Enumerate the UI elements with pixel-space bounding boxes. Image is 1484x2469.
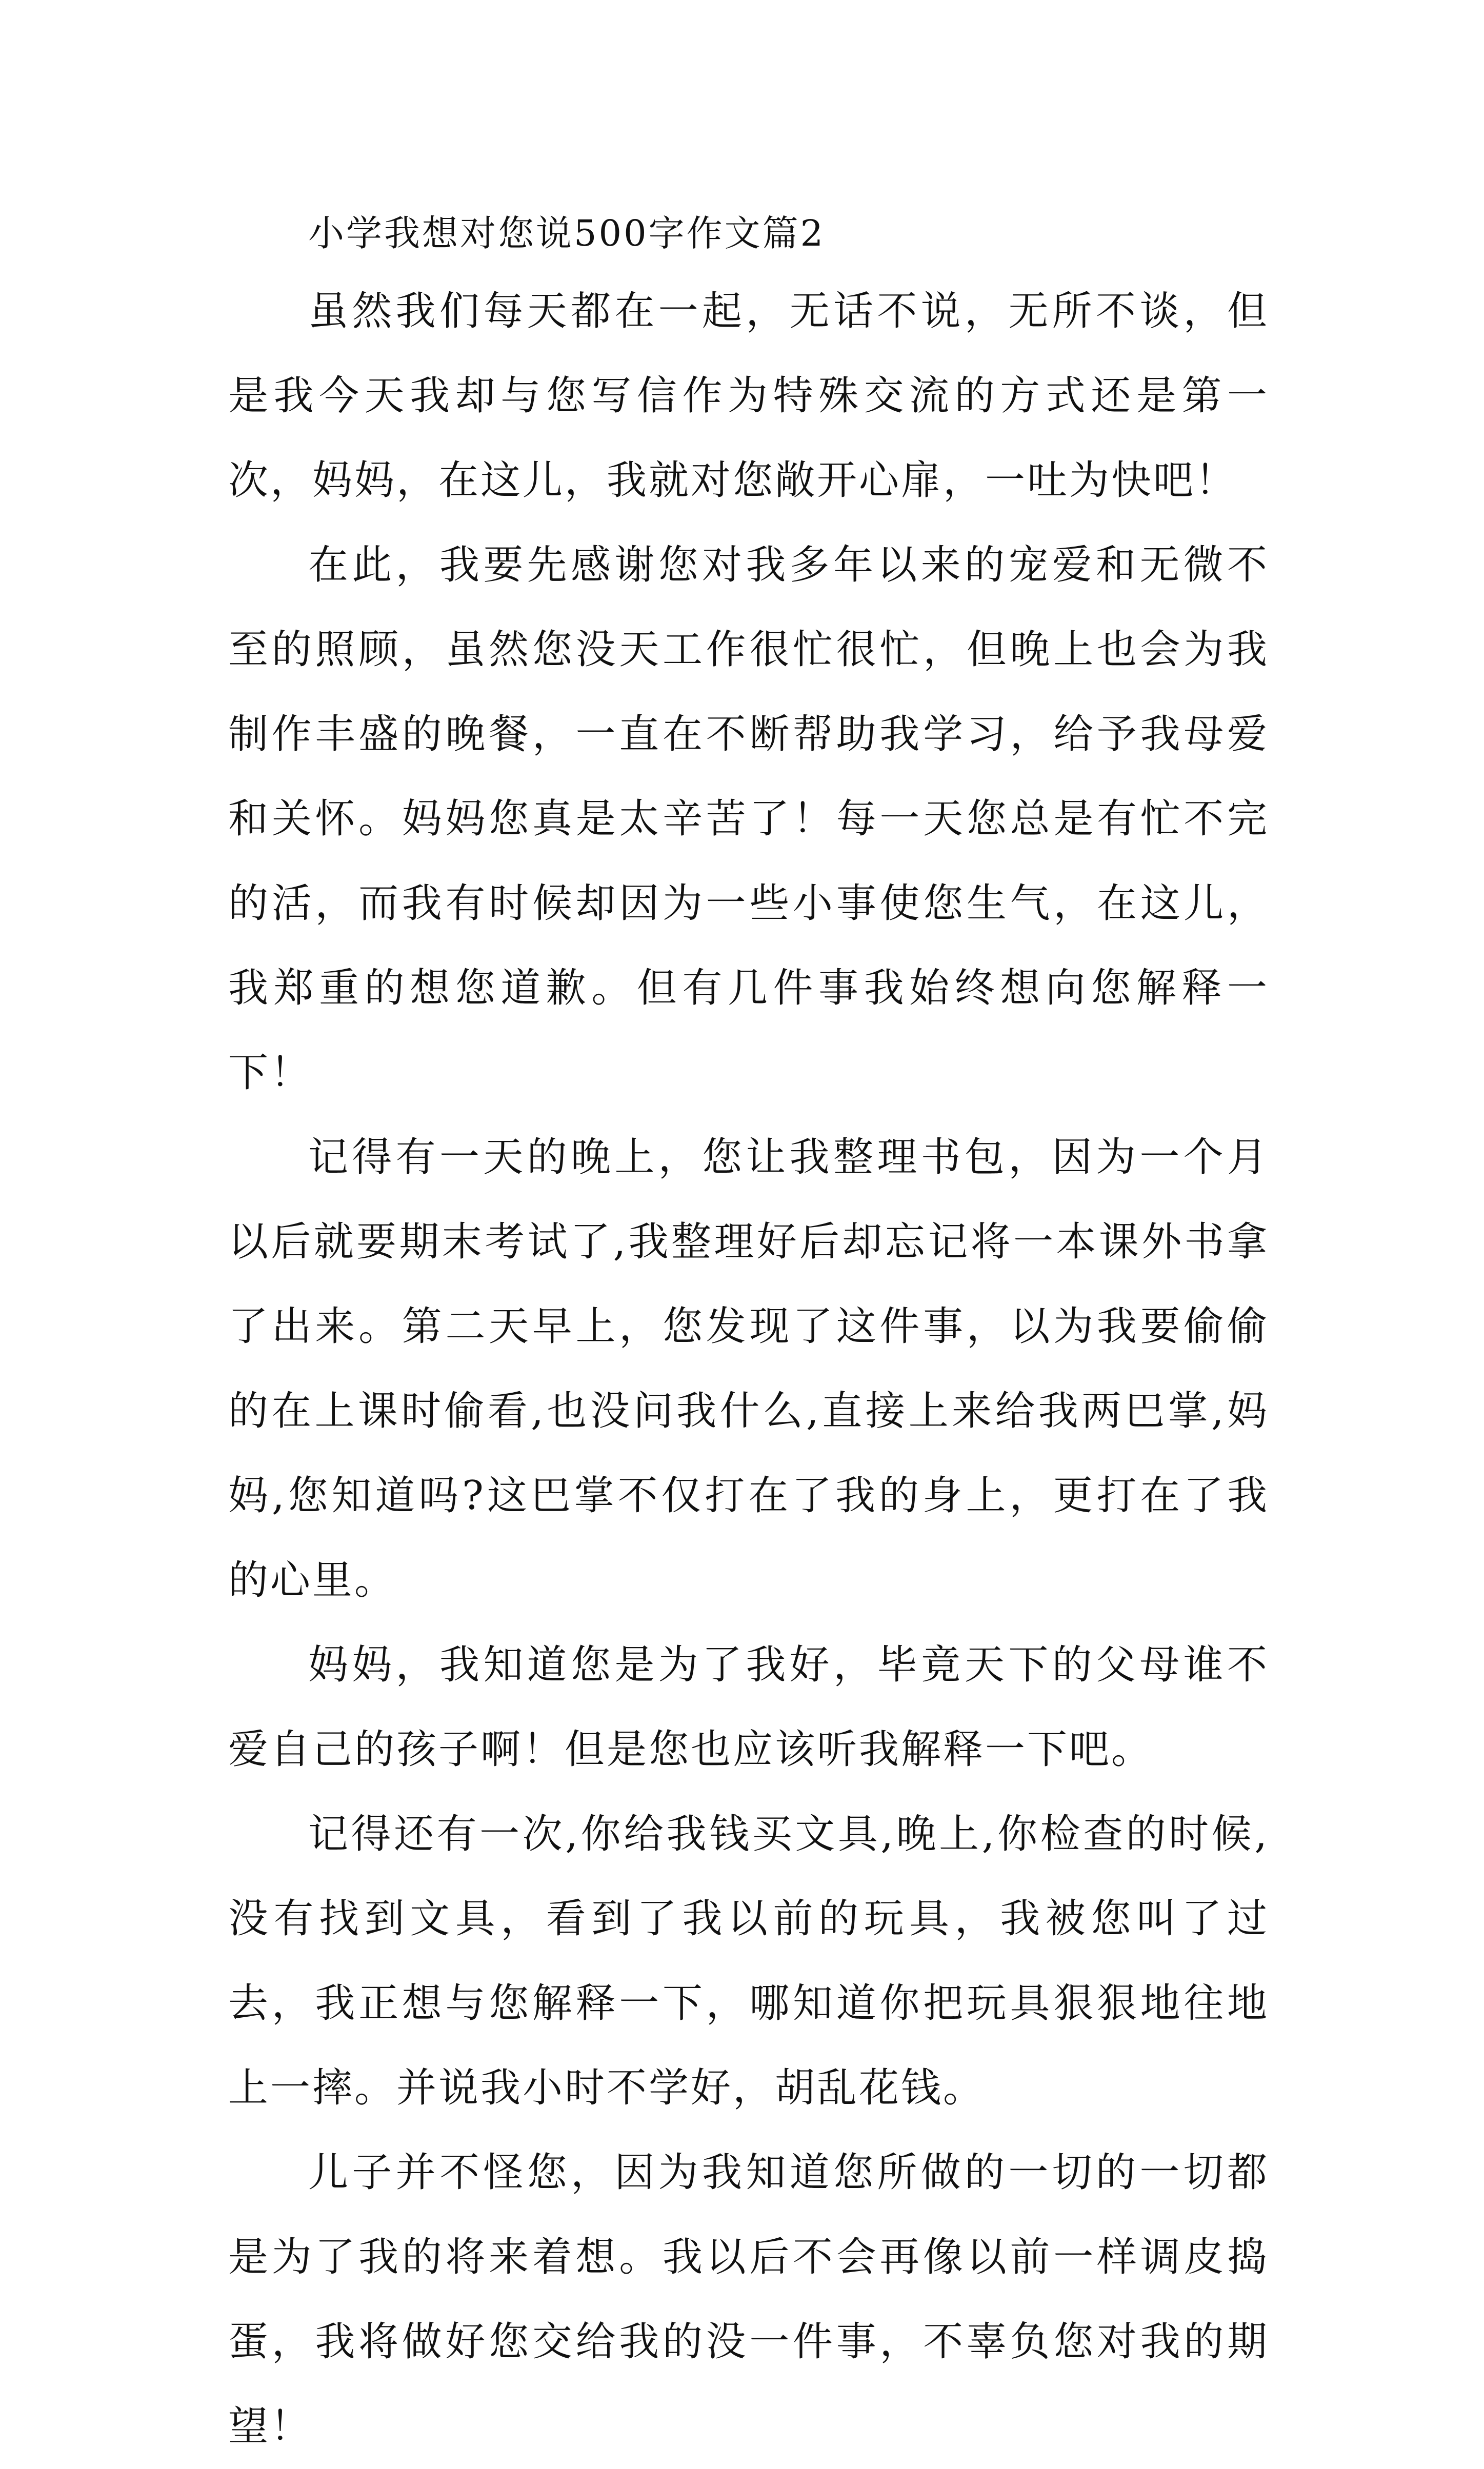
- paragraph-5: 记得还有一次,你给我钱买文具,晚上,你检查的时候,没有找到文具，看到了我以前的玩具，我被您叫了过去，我正想与您解释一下，哪知道你把玩具狠狠地往地上一摔。并说我小时不学好，胡乱花钱。: [228, 1811, 1269, 2111]
- document-body: [228, 197, 1269, 2469]
- paragraph-2: 在此，我要先感谢您对我多年以来的宠爱和无微不至的照顾，虽然您没天工作很忙很忙，但晚上也会为我制作丰盛的晚餐，一直在不断帮助我学习，给予我母爱和关怀。妈妈您真是太辛苦了！每一天您总是有忙不完的活，而我有时候却因为一些小事使您生气，在这儿，我郑重的想您道歉。但有几件事我始终想向您解释一下！: [228, 542, 1269, 1096]
- paragraph-1: 虽然我们每天都在一起，无话不说，无所不谈，但是我今天我却与您写信作为特殊交流的方式还是第一次，妈妈，在这儿，我就对您敞开心扉，一吐为快吧！: [228, 288, 1269, 504]
- paragraph-4: 妈妈，我知道您是为了我好，毕竟天下的父母谁不爱自己的孩子啊！但是您也应该听我解释一下吧。: [228, 1642, 1269, 1773]
- document-title: 小学我想对您说500字作文篇2: [308, 212, 826, 254]
- paragraph-6: 儿子并不怪您，因为我知道您所做的一切的一切都是为了我的将来着想。我以后不会再像以前一样调皮捣蛋，我将做好您交给我的没一件事，不辜负您对我的期望！: [228, 2150, 1269, 2450]
- paragraph-3: 记得有一天的晚上，您让我整理书包，因为一个月以后就要期末考试了,我整理好后却忘记将一本课外书拿了出来。第二天早上，您发现了这件事，以为我要偷偷的在上课时偷看,也没问我什么,直接上来给我两巴掌,妈妈,您知道吗?这巴掌不仅打在了我的身上，更打在了我的心里。: [228, 1134, 1269, 1603]
